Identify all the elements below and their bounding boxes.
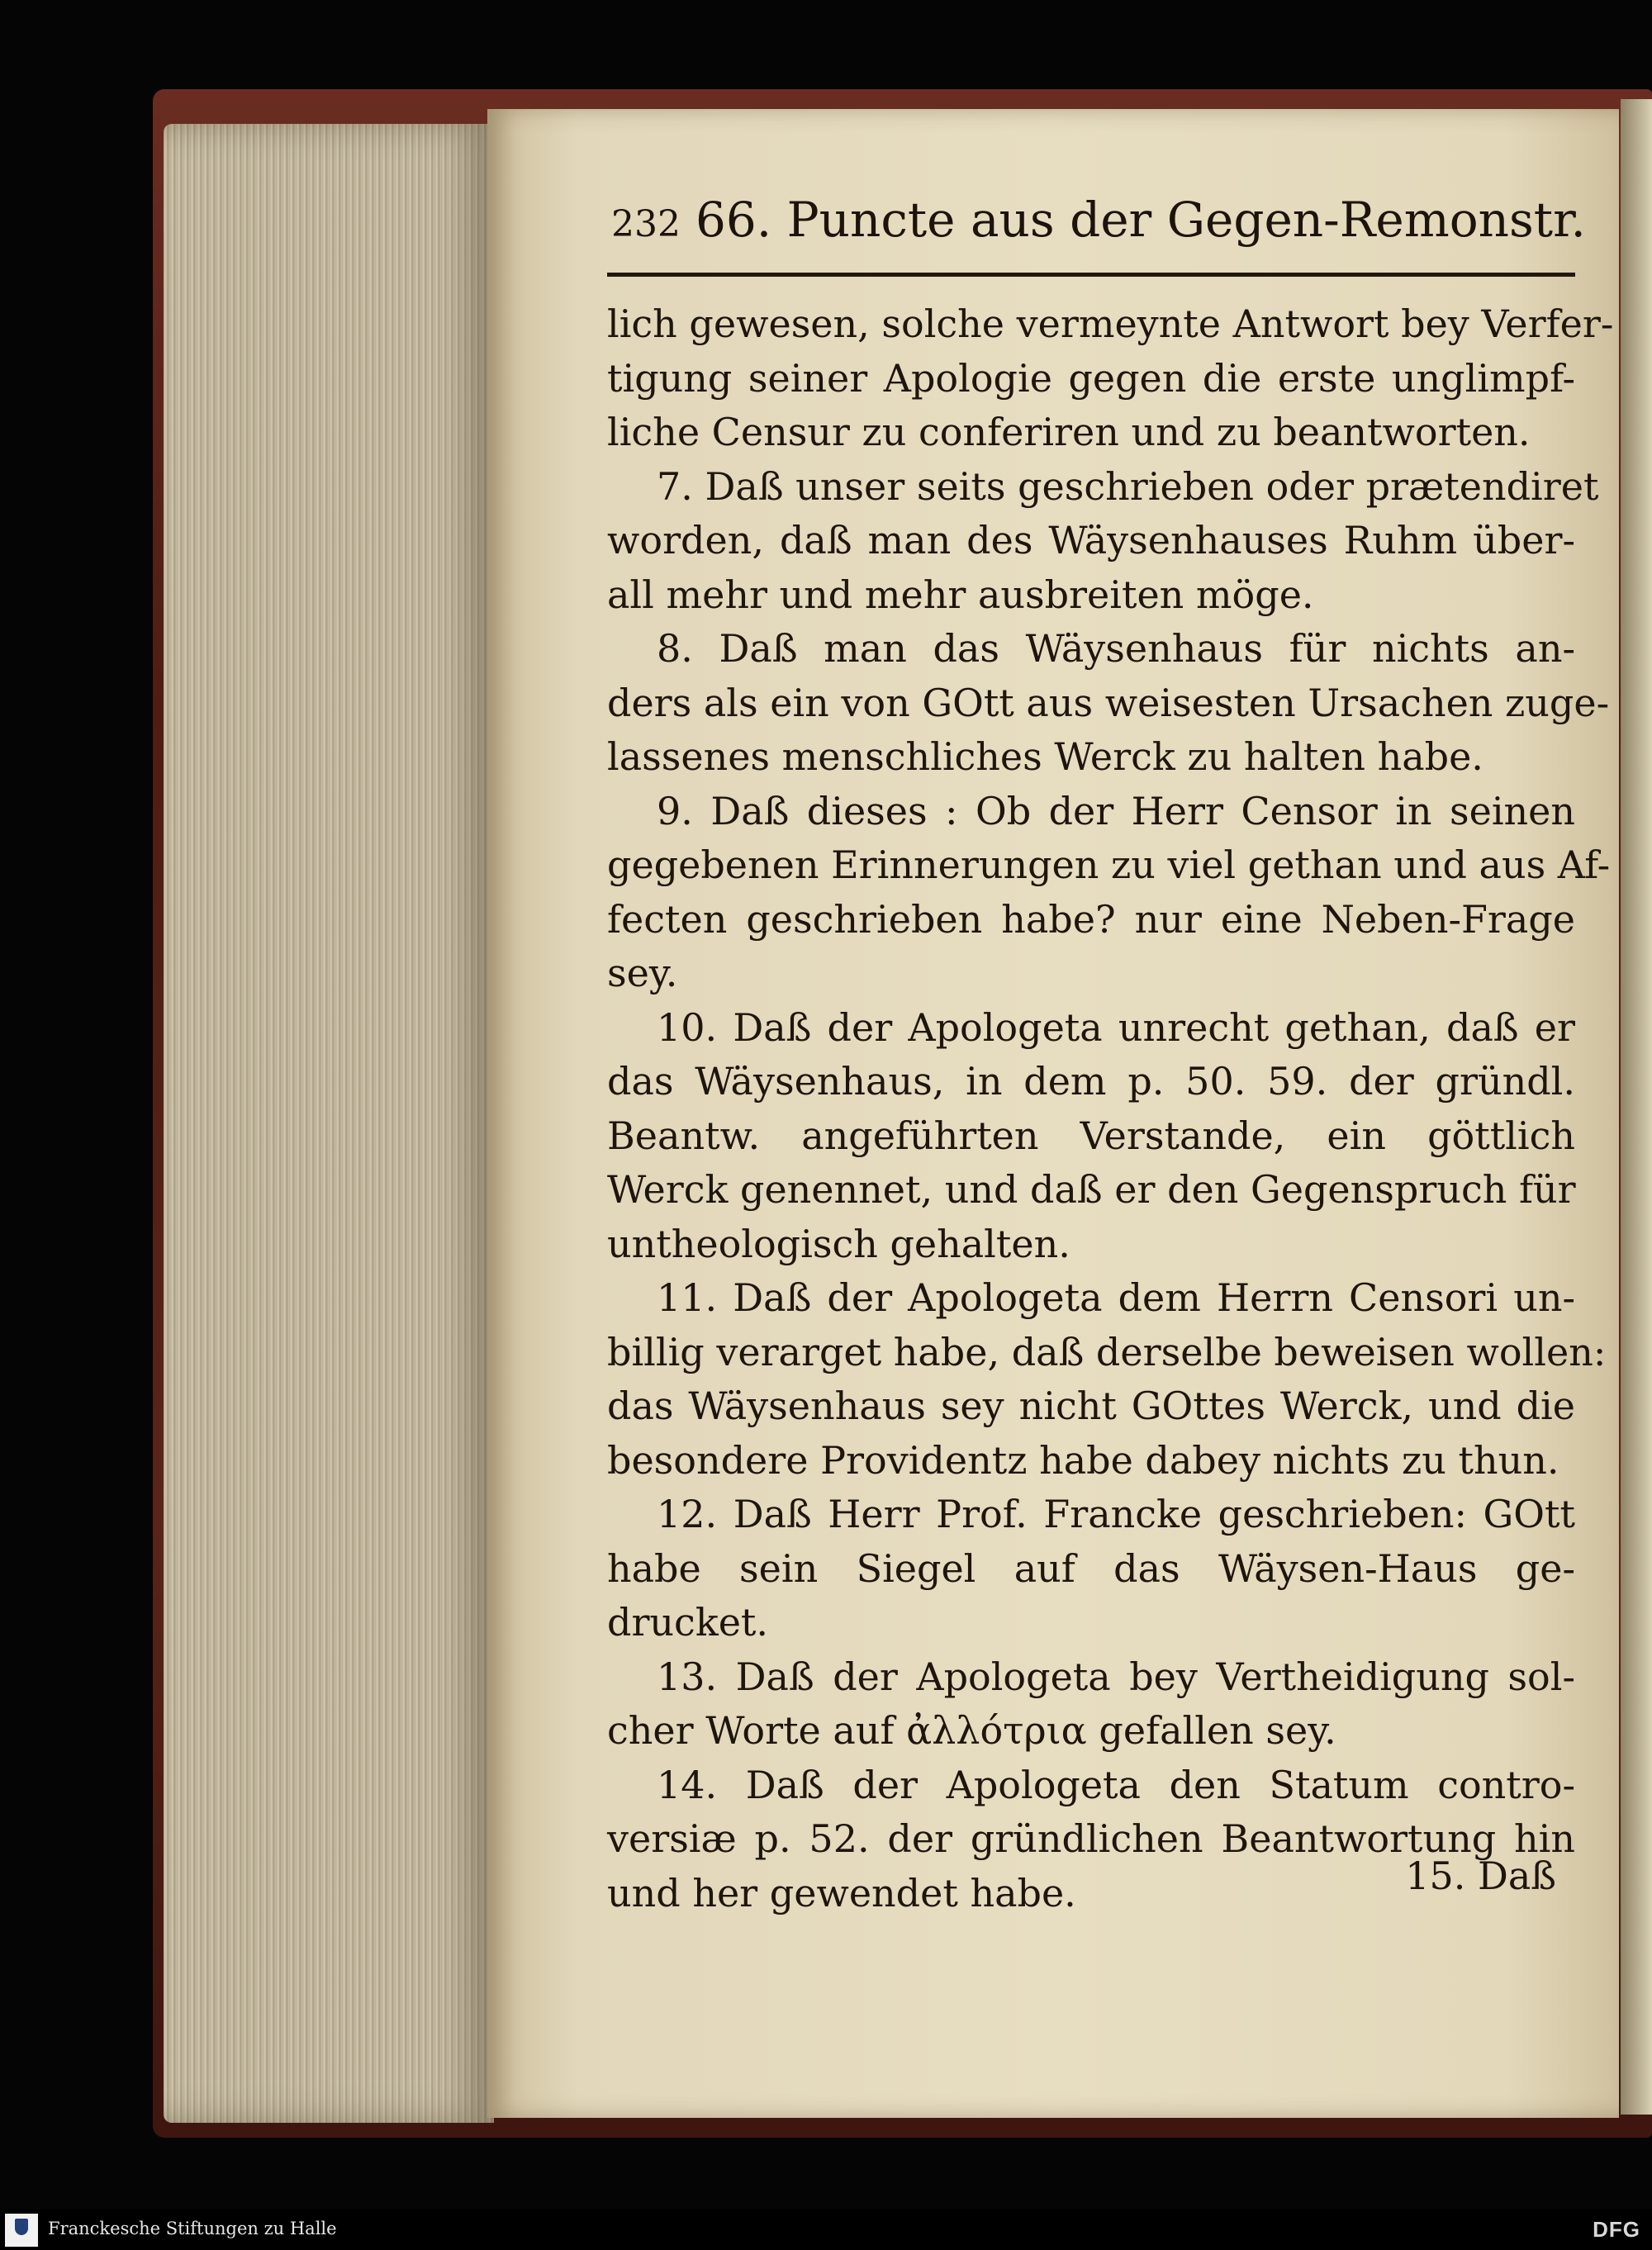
text-line: das Wäysenhaus, in dem p. 50. 59. der gründl. — [607, 1059, 1575, 1104]
text-line: 13. Daß der Apologeta bey Vertheidigung sol- — [657, 1654, 1575, 1699]
page-edges — [164, 124, 494, 2123]
institution-label: Franckesche Stiftungen zu Halle — [48, 2219, 337, 2238]
text-line: besondere Providentz habe dabey nichts zu thun. — [607, 1437, 1559, 1483]
text-line: drucket. — [607, 1600, 769, 1645]
text-line: 9. Daß dieses : Ob der Herr Censor in seinen — [657, 788, 1575, 833]
text-line: billig verarget habe, daß derselbe beweisen wollen: — [607, 1329, 1607, 1374]
text-line: lich gewesen, solche vermeynte Antwort bey Verfer- — [607, 301, 1614, 346]
dfg-badge: DFG — [1593, 2217, 1640, 2242]
text-line: ders als ein von GOtt aus weisesten Ursachen zuge- — [607, 680, 1610, 725]
text-line: cher Worte auf ἀλλότρια gefallen sey. — [607, 1708, 1336, 1753]
header-rule — [607, 273, 1575, 277]
text-line: 14. Daß der Apologeta den Statum contro- — [657, 1762, 1575, 1807]
catchword: 15. Daß — [1405, 1854, 1556, 1898]
text-line: 10. Daß der Apologeta unrecht gethan, daß er — [657, 1004, 1575, 1050]
running-head-title: 66. Puncte aus der Gegen-Remonstr. — [695, 192, 1586, 248]
text-line: lassenes menschliches Werck zu halten habe. — [607, 734, 1483, 779]
francke-foundation-logo-icon — [5, 2214, 38, 2247]
text-line: fecten geschrieben habe? nur eine Neben-Frage — [607, 896, 1575, 942]
logo-shield-shape — [15, 2219, 28, 2235]
viewer-footer — [0, 2209, 1652, 2250]
text-line: Beantw. angeführten Verstande, ein göttlich — [607, 1113, 1575, 1158]
text-line: Werck genennet, und daß er den Gegenspruch für — [607, 1167, 1576, 1212]
text-line: worden, daß man des Wäysenhauses Ruhm über- — [607, 518, 1575, 562]
page-number: 232 — [611, 203, 681, 245]
text-line: und her gewendet habe. — [607, 1870, 1076, 1915]
text-line: tigung seiner Apologie gegen die erste unglimpf- — [607, 355, 1575, 401]
text-line: sey. — [607, 951, 678, 995]
running-header — [611, 192, 1586, 258]
text-line: 12. Daß Herr Prof. Francke geschrieben: GOtt — [657, 1492, 1575, 1536]
text-line: 7. Daß unser seits geschrieben oder prætendiret — [657, 463, 1599, 509]
text-line: all mehr und mehr ausbreiten möge. — [607, 572, 1314, 617]
facing-page-edge — [1621, 99, 1652, 2115]
text-line: gegebenen Erinnerungen zu viel gethan und aus Af- — [607, 843, 1611, 887]
text-line: liche Censur zu conferiren und zu beantworten. — [607, 410, 1531, 454]
text-line: habe sein Siegel auf das Wäysen-Haus ge- — [607, 1545, 1575, 1591]
text-line: 8. Daß man das Wäysenhaus für nichts an- — [657, 626, 1575, 671]
text-line: untheologisch gehalten. — [607, 1221, 1070, 1266]
text-line: versiæ p. 52. der gründlichen Beantwortung hin — [607, 1816, 1575, 1861]
text-line: 11. Daß der Apologeta dem Herrn Censori un- — [657, 1275, 1575, 1320]
page-body-text — [607, 297, 1614, 1920]
text-line: das Wäysenhaus sey nicht GOttes Werck, und die — [607, 1384, 1575, 1428]
